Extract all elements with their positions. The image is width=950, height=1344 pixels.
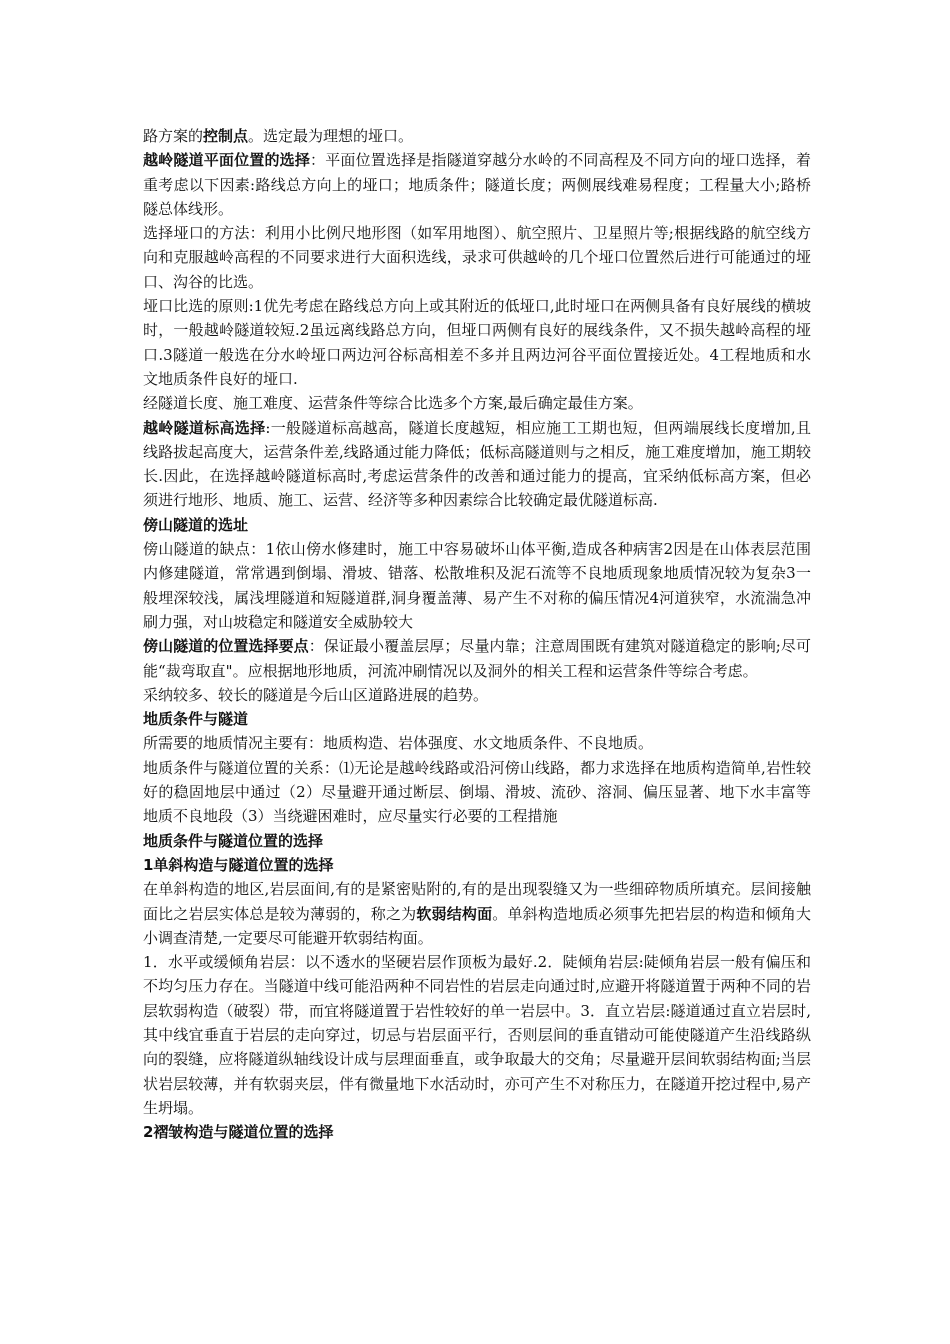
heading-geology: 地质条件与隧道 — [143, 710, 249, 729]
bold-term: 控制点 — [203, 127, 249, 145]
text-run: 。单斜构造地质必须事先把岩层的构造和倾角大小调查清楚,一定要尽可能避开软弱结构面。 — [143, 904, 811, 947]
paragraph-rock-layers: 1．水平或缓倾角岩层：以不透水的坚硬岩层作顶板为最好.2．陡倾角岩层:陡倾角岩层一般有偏压和不均匀压力存在。当隧道中线可能沿两种不同岩性的岩层走向通过时,应避开将隧道置于两种不同的岩层软弱构造（破裂）带，而宜将隧道置于岩性较好的单一岩层中。3．直立岩层:隧道通过直立岩层时,其中线宜垂直于岩层的走向穿过，切忌与岩层面平行，否则层间的垂直错动可能使隧道产生沿线路纵向的裂缝，应将隧道纵轴线设计成与层理面垂直，或争取最大的交角；尽量避开层间软弱结构面;当层状岩层较薄，并有软弱夹层，伴有微量地下水活动时，亦可产生不对称压力，在隧道开挖过程中,易产生坍塌。 — [143, 953, 811, 1117]
paragraph-pass-method: 选择垭口的方法：利用小比例尺地形图（如军用地图）、航空照片、卫星照片等;根据线路的航空线方向和克服越岭高程的不同要求进行大面积选线，录求可供越岭的几个垭口位置然后进行可能通过的垭口、沟谷的比选。 — [143, 224, 811, 291]
paragraph-comparison: 经隧道长度、施工难度、运营条件等综合比选多个方案,最后确定最佳方案。 — [143, 394, 643, 413]
paragraph-hillside-points — [143, 634, 811, 683]
text-run: ：保证最小覆盖层厚；尽量内靠；注意周围既有建筑对隧道稳定的影响;尽可能“裁弯取直"。应根据地形地质，河流冲刷情况以及洞外的相关工程和运营条件等综合考虑。 — [143, 637, 811, 680]
paragraph-geology-relation: 地质条件与隧道位置的关系：⑴无论是越岭线路或沿河傍山线路，都力求选择在地质构造简单,岩性较好的稳固地层中通过（2）尽量避开通过断层、倒塌、滑坡、流砂、溶洞、偏压显著、地下水丰富等地质不良地段（3）当绕避困难时，应尽量实行必要的工程措施 — [143, 758, 811, 826]
paragraph-trend: 采纳较多、较长的隧道是今后山区道路进展的趋势。 — [143, 685, 489, 704]
text-run: :一般隧道标高越高，隧道长度越短，相应施工工期也短，但两端展线长度增加,且线路拔起高度大，运营条件差,线路通过能力降低；低标高隧道则与之相反，施工难度增加，施工期较长.因此，在选择越岭隧道标高时,考虑运营条件的改善和通过能力的提高，宜采纳低标高方案，但必须进行地形、地质、施工、运营、经济等多种因素综合比较确定最优隧道标高. — [143, 418, 811, 510]
bold-term: 越岭隧道标高选择 — [143, 418, 266, 437]
paragraph-pass-principles: 垭口比选的原则:1优先考虑在路线总方向上或其附近的低垭口,此时垭口在两侧具备有良好展线的横坡时，一般越岭隧道较短.2虽远离线路总方向，但垭口两侧有良好的展线条件，又不损失越岭高程的垭口.3隧道一般选在分水岭垭口两边河谷标高相差不多并且两边河谷平面位置接近处。4工程地质和水文地质条件良好的垭口. — [143, 297, 811, 388]
bold-term: 越岭隧道平面位置的选择 — [143, 151, 311, 170]
heading-monocline: 1单斜构造与隧道位置的选择 — [143, 855, 334, 874]
text-run: 路方案的 — [143, 127, 204, 145]
bold-term: 软弱结构面 — [416, 904, 493, 923]
heading-hillside-tunnel: 傍山隧道的选址 — [143, 515, 249, 534]
paragraph-elevation — [143, 416, 811, 513]
paragraph-monocline — [143, 877, 811, 950]
heading-fold: 2褶皱构造与隧道位置的选择 — [143, 1123, 334, 1142]
bold-term: 傍山隧道的位置选择要点 — [143, 637, 309, 656]
text-run: ：平面位置选择是指隧道穿越分水岭的不同高程及不同方向的垭口选择，着重考虑以下因素:路线总方向上的垭口；地质条件；隧道长度；两侧展线难易程度；工程量大小;路桥隧总体线形。 — [143, 151, 811, 218]
text-run: 在单斜构造的地区,岩层面间,有的是紧密贴附的,有的是出现裂缝又为一些细碎物质所填充。层间接触面比之岩层实体总是较为薄弱的，称之为 — [143, 880, 811, 923]
paragraph-geology-needs: 所需要的地质情况主要有：地质构造、岩体强度、水文地质条件、不良地质。 — [143, 734, 654, 753]
text-run: 。选定最为理想的垭口。 — [248, 127, 414, 145]
heading-geology-selection: 地质条件与隧道位置的选择 — [143, 831, 324, 850]
paragraph-plane-position — [143, 148, 811, 221]
paragraph-control-point — [143, 124, 811, 148]
paragraph-hillside-drawbacks: 傍山隧道的缺点：1依山傍水修建时，施工中容易破坏山体平衡,造成各种病害2因是在山体表层范围内修建隧道，常常遇到倒塌、滑坡、错落、松散堆积及泥石流等不良地质现象地质情况较为复杂3一般埋深较浅，属浅埋隧道和短隧道群,洞身覆盖薄、易产生不对称的偏压情况4河道狭窄，水流湍急冲刷力强，对山坡稳定和隧道安全威胁较大 — [143, 540, 811, 631]
document-page — [143, 124, 811, 1144]
